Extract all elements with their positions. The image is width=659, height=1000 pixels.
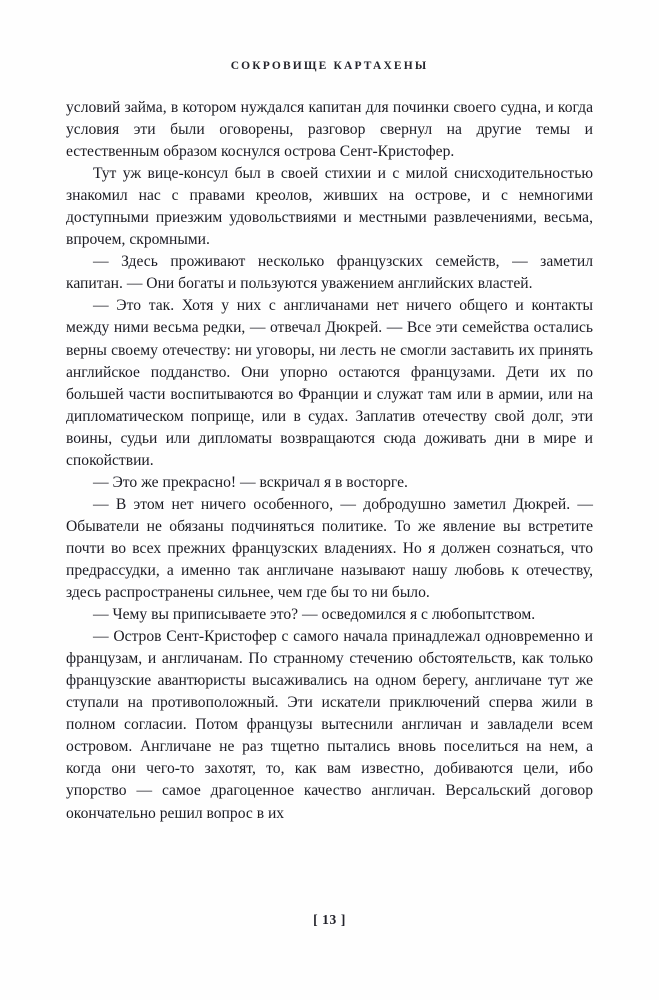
page-number: [ 13 ] xyxy=(313,912,346,927)
body-text-block xyxy=(66,97,593,825)
paragraph: Тут уж вице-консул был в своей стихии и с милой снисходительностью знакомил нас с правами креолов, живших на острове, и с немногими доступными приезжим удовольствиями и местными развлечениями, весьма, впрочем, скромными. xyxy=(66,165,593,249)
paragraph: — Остров Сент-Кристофер с самого начала принадлежал одновременно и французам, и англичанам. По странному стечению обстоятельств, как только французские авантюристы высаживались на одном берегу, англичане тут же ступали на противоположный. Эти искатели приключений сперва жили в полном согласии. Потом французы вытеснили англичан и завладели всем островом. Англичане не раз тщетно пытались вновь поселиться на нем, а когда они чего-то захотят, то, как вам известно, добиваются цели, ибо упорство — самое драгоценное качество англичан. Версальский договор окончательно решил вопрос в их xyxy=(66,628,593,822)
paragraph: — Это же прекрасно! — вскричал я в восторге. xyxy=(93,473,408,491)
running-head: СОКРОВИЩЕ КАРТАХЕНЫ xyxy=(230,60,429,72)
paragraph: — Чему вы приписываете это? — осведомился я с любопытством. xyxy=(93,606,536,624)
paragraph: — Это так. Хотя у них с англичанами нет ничего общего и контакты между ними весьма редки, — отвечал Дюкрей. — Все эти семейства остались верны своему отечеству: ни уговоры, ни лесть не смогли заставить их принять английское подданство. Они упорно остаются французами. Дети их по большей части воспитываются во Франции и служат там или в армии, или на дипломатическом поприще, или в судах. Заплатив отечеству свой долг, эти воины, судьи или дипломаты возвращаются сюда доживать дни в мире и спокойствии. xyxy=(66,297,593,469)
paragraph: — В этом нет ничего особенного, — добродушно заметил Дюкрей. — Обыватели не обязаны подчиняться политике. То же явление вы встретите почти во всех прежних французских владениях. Но я должен сознаться, что предрассудки, а именно так англичане называют нашу любовь к отечеству, здесь распространены сильнее, чем где бы то ни было. xyxy=(66,495,593,602)
paragraph: условий займа, в котором нуждался капитан для починки своего судна, и когда условия эти были оговорены, разговор свернул на другие темы и естественным образом коснулся острова Сент-Кристофер. xyxy=(66,99,593,161)
paragraph: — Здесь проживают несколько французских семейств, — заметил капитан. — Они богаты и пользуются уважением английских властей. xyxy=(66,253,593,293)
